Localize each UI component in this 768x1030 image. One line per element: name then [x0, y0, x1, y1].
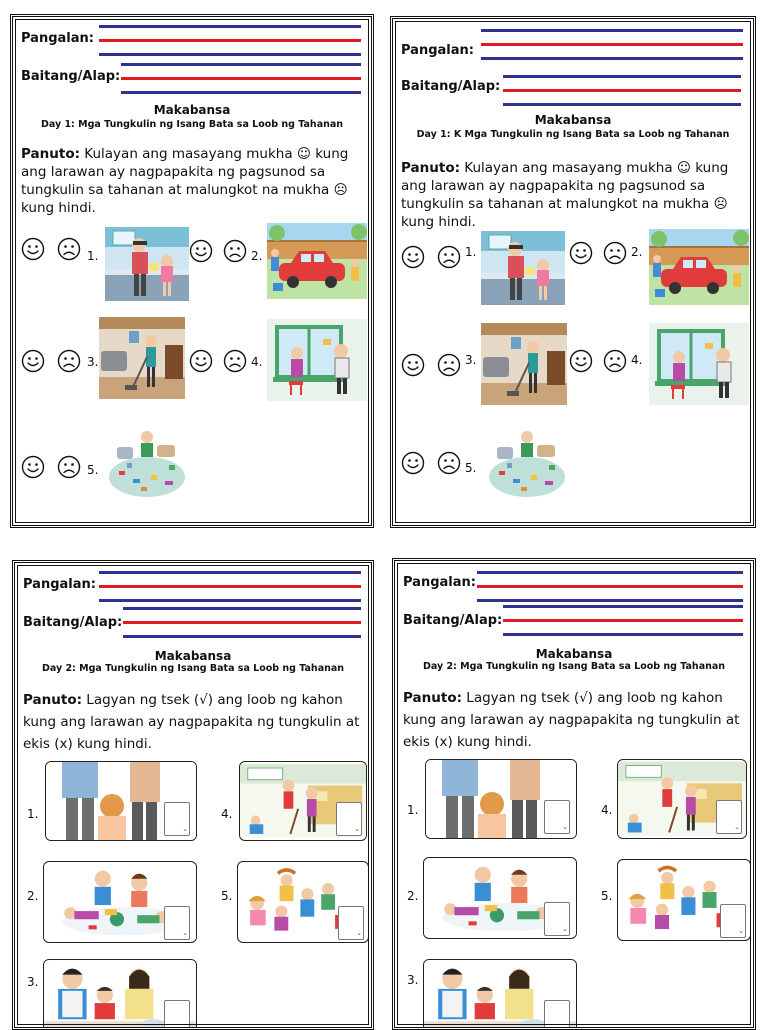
lesson-subtitle: Day 1: K Mga Tungkulin ng Isang Bata sa Loob ng Tahanan: [416, 129, 730, 140]
item-number: 5.: [601, 889, 613, 903]
happy-face-icon[interactable]: [189, 349, 213, 373]
instructions-text: Kulayan ang masayang mukha ☺ kung ang larawan ay nagpapakita ng pagsunod sa tungkulin sa tahanan at malungkot na mukha ☹ kung hindi.: [401, 160, 729, 230]
happy-face-icon[interactable]: [21, 237, 45, 261]
grade-label: Baitang/Alap:: [21, 69, 121, 84]
picture-box: [423, 857, 577, 939]
instructions-text: Lagyan ng tsek (√) ang loob ng kahon kung ang larawan ay nagpapakita ng tungkulin at ekis (x) kung hindi.: [23, 692, 360, 752]
instructions-label: Panuto:: [21, 146, 80, 162]
grade-write-lines[interactable]: [121, 63, 361, 93]
name-write-lines[interactable]: [477, 571, 743, 601]
item-number: 2.: [251, 249, 263, 263]
picture-box: [423, 959, 577, 1030]
lesson-subtitle: Day 1: Mga Tungkulin ng Isang Bata sa Loob ng Tahanan: [40, 119, 344, 130]
item-number: 3.: [407, 973, 419, 987]
happy-face-icon[interactable]: [401, 353, 425, 377]
happy-face-icon[interactable]: [569, 241, 593, 265]
name-write-lines[interactable]: [99, 571, 361, 601]
grade-label: Baitang/Alap:: [403, 613, 503, 628]
worksheet-day1-left: [10, 14, 374, 528]
messy-room-illustration: [107, 419, 187, 499]
happy-face-icon[interactable]: [21, 455, 45, 479]
car-washing-illustration: [267, 223, 367, 299]
item-number: 4.: [251, 355, 263, 369]
item-number: 4.: [601, 803, 613, 817]
answer-checkbox[interactable]: [720, 904, 746, 938]
instructions-label: Panuto:: [401, 160, 460, 176]
grade-label: Baitang/Alap:: [23, 615, 123, 630]
item-number: 1.: [27, 807, 39, 821]
happy-face-icon[interactable]: [569, 349, 593, 373]
subject-title: Makabansa: [535, 647, 613, 661]
instructions-text: Lagyan ng tsek (√) ang loob ng kahon kung ang larawan ay nagpapakita ng tungkulin at ekis (x) kung hindi.: [403, 690, 740, 750]
subject-title: Makabansa: [153, 103, 231, 117]
instructions-text: Kulayan ang masayang mukha ☺ kung ang larawan ay nagpapakita ng pagsunod sa tungkulin sa tahanan at malungkot na mukha ☹ kung hindi.: [21, 146, 349, 216]
picture-box: [617, 759, 747, 839]
window-cleaning-illustration: [267, 319, 367, 401]
answer-checkbox[interactable]: [338, 906, 364, 940]
picture-box: [239, 761, 367, 841]
name-write-lines[interactable]: [481, 29, 743, 59]
sad-face-icon[interactable]: [603, 241, 627, 265]
item-number: 1.: [465, 245, 477, 259]
grade-write-lines[interactable]: [503, 75, 741, 105]
item-number: 2.: [407, 889, 419, 903]
answer-checkbox[interactable]: [544, 800, 570, 834]
lesson-subtitle: Day 2: Mga Tungkulin ng Isang Bata sa Loob ng Tahanan: [422, 661, 726, 672]
answer-checkbox[interactable]: [164, 906, 190, 940]
item-number: 4.: [221, 807, 233, 821]
sad-face-icon[interactable]: [437, 451, 461, 475]
lesson-subtitle: Day 2: Mga Tungkulin ng Isang Bata sa Loob ng Tahanan: [41, 663, 345, 674]
subject-title: Makabansa: [534, 113, 612, 127]
sad-face-icon[interactable]: [437, 245, 461, 269]
instructions-label: Panuto:: [403, 690, 462, 706]
sad-face-icon[interactable]: [603, 349, 627, 373]
happy-face-icon[interactable]: [401, 451, 425, 475]
name-label: Pangalan:: [21, 31, 94, 46]
sad-face-icon[interactable]: [57, 349, 81, 373]
item-number: 2.: [631, 245, 643, 259]
item-number: 4.: [631, 353, 643, 367]
subject-title: Makabansa: [154, 649, 232, 663]
picture-box: [43, 861, 197, 943]
happy-face-icon[interactable]: [401, 245, 425, 269]
sad-face-icon[interactable]: [57, 237, 81, 261]
item-number: 1.: [407, 803, 419, 817]
item-number: 5.: [221, 889, 233, 903]
item-number: 5.: [465, 461, 477, 475]
vacuuming-illustration: [481, 323, 567, 405]
picture-box: [425, 759, 577, 839]
worksheet-day2-left: [12, 560, 374, 1030]
picture-box: [617, 859, 751, 941]
kitchen-dishwashing-illustration: [481, 231, 565, 305]
answer-checkbox[interactable]: [336, 802, 362, 836]
sad-face-icon[interactable]: [437, 353, 461, 377]
instructions: [403, 687, 743, 753]
instructions: [21, 145, 361, 217]
name-label: Pangalan:: [403, 575, 476, 590]
item-number: 3.: [465, 353, 477, 367]
grade-write-lines[interactable]: [503, 605, 743, 635]
grade-label: Baitang/Alap:: [401, 79, 501, 94]
happy-face-icon[interactable]: [189, 239, 213, 263]
instructions: [23, 689, 361, 755]
answer-checkbox[interactable]: [544, 1000, 570, 1030]
answer-checkbox[interactable]: [716, 800, 742, 834]
item-number: 1.: [87, 249, 99, 263]
sad-face-icon[interactable]: [57, 455, 81, 479]
kitchen-dishwashing-illustration: [105, 227, 189, 301]
messy-room-illustration: [487, 419, 567, 499]
vacuuming-illustration: [99, 317, 185, 399]
car-washing-illustration: [649, 229, 749, 305]
picture-box: [237, 861, 369, 943]
sad-face-icon[interactable]: [223, 239, 247, 263]
name-write-lines[interactable]: [99, 25, 361, 55]
answer-checkbox[interactable]: [164, 802, 190, 836]
answer-checkbox[interactable]: [164, 1000, 190, 1030]
picture-box: [45, 761, 197, 841]
sad-face-icon[interactable]: [223, 349, 247, 373]
worksheet-day1-right: [390, 16, 756, 528]
answer-checkbox[interactable]: [544, 902, 570, 936]
item-number: 3.: [87, 355, 99, 369]
name-label: Pangalan:: [401, 43, 474, 58]
grade-write-lines[interactable]: [123, 607, 361, 637]
item-number: 2.: [27, 889, 39, 903]
item-number: 5.: [87, 463, 99, 477]
name-label: Pangalan:: [23, 577, 96, 592]
picture-box: [43, 959, 197, 1030]
instructions: [401, 159, 743, 231]
instructions-label: Panuto:: [23, 692, 82, 708]
window-cleaning-illustration: [649, 323, 749, 405]
happy-face-icon[interactable]: [21, 349, 45, 373]
item-number: 3.: [27, 975, 39, 989]
worksheet-day2-right: [392, 558, 756, 1030]
